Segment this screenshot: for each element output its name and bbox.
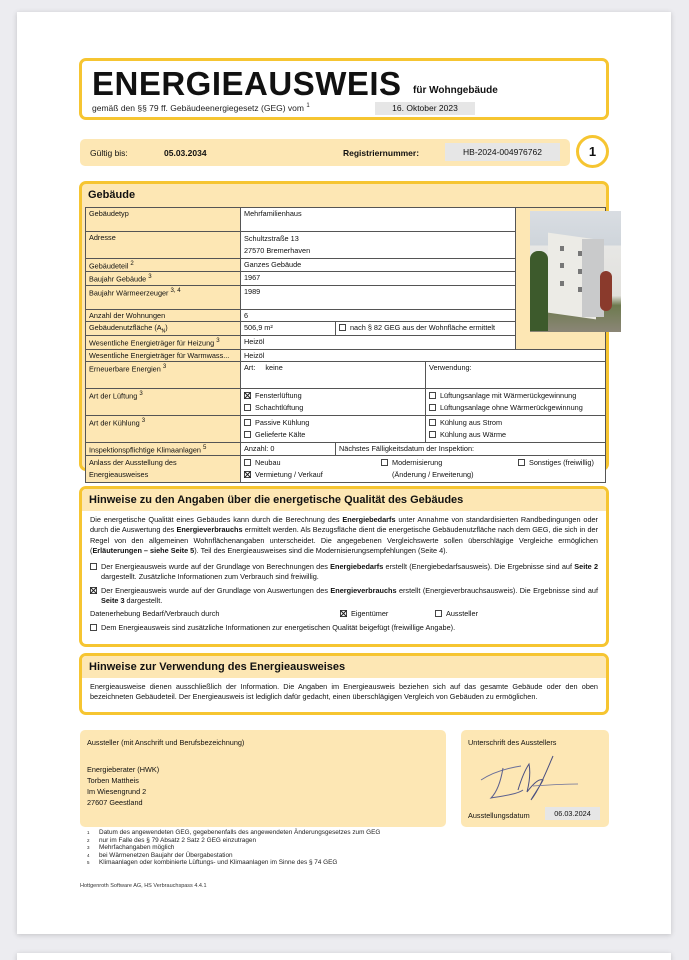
checkbox-living-area[interactable]: [339, 324, 346, 331]
quality-notes-body: [82, 511, 606, 633]
label-text: Baujahr Wärmeerzeuger: [89, 288, 169, 298]
software-credit: Hottgenroth Software AG, HS Verbrauchspass 4.4.1: [80, 883, 207, 889]
document-subtitle: für Wohngebäude: [413, 85, 498, 96]
issue-date-label: Ausstellungsdatum: [468, 811, 530, 820]
footnote-text: bei Wärmenetzen Baujahr der Übergabestation: [99, 851, 233, 859]
footnote: [87, 829, 380, 837]
checkbox[interactable]: [518, 459, 525, 466]
footnote-text: nur im Falle des § 79 Absatz 2 Satz 2 GEG einzutragen: [99, 836, 257, 844]
text: erstellt (Energieverbrauchsausweis). Die Ergebnisse sind auf: [396, 585, 598, 595]
value-water-carrier: Heizöl: [241, 349, 606, 361]
issue-date-value: 06.03.2024: [545, 807, 600, 820]
floor-area-option[interactable]: [336, 321, 516, 335]
document-title: ENERGIEAUSWEIS: [92, 65, 402, 102]
text: erstellt (Energiebedarfsausweis). Die Ergebnisse sind auf: [383, 562, 575, 572]
registration-number: HB-2024-004976762: [445, 143, 560, 161]
footnote-ref: 1: [306, 103, 310, 110]
label-text-end: ): [165, 322, 168, 332]
label-heating-carrier: [86, 336, 241, 349]
label-renewables: [86, 361, 241, 388]
option-new-build[interactable]: [244, 457, 281, 469]
option-window-ventilation[interactable]: [244, 390, 422, 402]
footnote-text: Datum des angewendeten GEG, gegebenenfalls des angewendeten Änderungsgesetzes zum GEG: [99, 829, 381, 836]
checkbox[interactable]: [244, 419, 251, 426]
option-label: Kühlung aus Strom: [439, 417, 503, 427]
label-line: Energieausweises: [89, 470, 149, 480]
option-label: Passive Kühlung: [255, 417, 310, 427]
photo-shrub: [600, 271, 612, 311]
checkbox[interactable]: [244, 404, 251, 411]
option-owner[interactable]: [340, 609, 435, 619]
document-page-1: [17, 12, 671, 934]
option-text: [101, 562, 598, 583]
law-text: gemäß den §§ 79 ff. Gebäudeenergiegesetz (GEG) vom: [92, 103, 304, 113]
validity-bar: [80, 139, 570, 166]
valid-until-value: 05.03.2034: [164, 148, 207, 158]
option-label: Modernisierung: [392, 458, 443, 468]
value-renewables-kind: [241, 361, 426, 388]
data-collection-row: [90, 609, 598, 619]
label-water-carrier: Wesentliche Energieträger für Warmwass...: [86, 349, 241, 361]
table-row: [86, 388, 606, 415]
document-page-2: [17, 953, 671, 960]
law-reference: [92, 103, 310, 113]
photo-tree: [530, 251, 548, 331]
text: ermittelt werden. Als Bezugsfläche dient die energetische Gebäudenutzfläche nach dem GEG, die sich in der Regel von den allgemeinen Wohnflächenangaben unterscheidet. Die angegebenen Vergleichswerte sollen überschlägige Vergleiche ermöglichen (: [90, 525, 599, 555]
checkbox[interactable]: [429, 404, 436, 411]
option-other[interactable]: [518, 457, 594, 469]
table-row: [86, 349, 606, 361]
label-text: Baujahr Gebäude: [89, 274, 147, 284]
checkbox-checked[interactable]: [244, 392, 251, 399]
option-rental-sale[interactable]: [244, 469, 323, 481]
modernisation-subtext: [392, 469, 474, 481]
bold-text: Energiebedarfs: [342, 515, 396, 524]
photo-window: [578, 251, 582, 256]
ventilation-options-right: [425, 388, 605, 415]
bold-text: Seite 2: [574, 562, 599, 572]
footnote-ref: 3: [216, 337, 220, 345]
option-demand-certificate[interactable]: [90, 562, 598, 583]
footnote-ref: 3, 4: [170, 286, 181, 294]
bold-text: Energieverbrauchs: [330, 585, 397, 595]
option-label: Neubau: [255, 458, 281, 468]
value-building-part: Ganzes Gebäude: [241, 259, 516, 272]
option-additional-info[interactable]: [90, 623, 598, 633]
signature-image: [473, 750, 583, 805]
label-ac-inspection: [86, 442, 241, 455]
option-label: Eigentümer: [351, 609, 389, 619]
kind-label: Art:: [244, 362, 256, 372]
issuer-box: [80, 730, 446, 827]
usage-notes-section: [79, 653, 609, 715]
issuer-line: Im Wiesengrund 2: [87, 787, 147, 796]
option-modernisation[interactable]: [381, 457, 442, 469]
text: Der Energieausweis wurde auf der Grundlage von Berechnungen des: [101, 562, 331, 572]
issuer-address: [87, 764, 159, 808]
checkbox-checked[interactable]: [340, 610, 347, 617]
photo-window: [560, 263, 564, 268]
table-row: [86, 208, 606, 232]
building-table: [85, 207, 606, 483]
table-row: [86, 456, 606, 483]
text: Die energetische Qualität eines Gebäudes kann durch die Berechnung des: [90, 515, 343, 524]
bold-text: Energieverbrauchs: [176, 525, 243, 535]
page-number-badge: 1: [576, 135, 609, 168]
checkbox[interactable]: [90, 563, 97, 570]
building-section: [79, 181, 609, 480]
option-cooling-electric[interactable]: [429, 417, 602, 429]
issuer-line: Torben Mattheis: [87, 776, 139, 785]
footnote-ref: 3: [148, 273, 152, 281]
title-box: [79, 58, 609, 120]
value-heating-carrier: Heizöl: [241, 336, 516, 349]
label-text: Inspektionspflichtige Klimaanlagen: [89, 445, 201, 455]
text: dargestellt.: [124, 596, 163, 606]
footnote-ref: 2: [130, 260, 134, 267]
section-title: Gebäude: [88, 189, 136, 201]
label-text: Erneuerbare Energien: [89, 364, 161, 374]
label-year-heater: [86, 285, 241, 309]
option-consumption-certificate[interactable]: [90, 586, 598, 607]
photo-window: [578, 287, 582, 292]
label-year-built: [86, 272, 241, 285]
option-label: Fensterlüftung: [255, 390, 302, 400]
footnote-text: Klimaanlagen oder kombinierte Lüftungs- und Klimaanlagen im Sinne des § 74 GEG: [99, 859, 338, 867]
footnotes: [87, 829, 380, 867]
label-building-type: Gebäudetyp: [86, 208, 241, 232]
footnote: [87, 844, 380, 852]
footnote: [87, 859, 380, 867]
photo-window: [560, 246, 564, 251]
footnote-number: 2: [87, 837, 90, 843]
option-label: Lüftungsanlage mit Wärmerückgewinnung: [439, 390, 577, 400]
signature-label: Unterschrift des Ausstellers: [468, 738, 557, 747]
label-ventilation: [86, 388, 241, 415]
option-label: nach § 82 GEG aus der Wohnfläche ermittelt: [350, 322, 496, 332]
footnote-ref: 3: [162, 362, 167, 370]
option-vent-without-recovery[interactable]: [429, 402, 602, 414]
footnote-number: 4: [87, 852, 90, 858]
table-row: [86, 442, 606, 455]
footnote-ref: 3: [141, 416, 146, 424]
checkbox[interactable]: [435, 610, 442, 617]
footnote: [87, 837, 380, 845]
reason-options: [241, 456, 606, 483]
label-text: Art der Kühlung: [89, 418, 140, 428]
value-units: 6: [241, 309, 516, 321]
photo-window: [578, 269, 582, 274]
value-building-type: Mehrfamilienhaus: [241, 208, 516, 232]
option-label: Kühlung aus Wärme: [439, 429, 507, 439]
checkbox[interactable]: [244, 431, 251, 438]
option-label: Aussteller: [446, 609, 479, 619]
cooling-options-left: [241, 415, 426, 442]
address-city: 27570 Bremerhaven: [244, 246, 311, 255]
kind-value: keine: [265, 362, 283, 372]
option-label: Vermietung / Verkauf: [255, 470, 323, 480]
checkbox-checked[interactable]: [90, 587, 97, 594]
table-row: [86, 415, 606, 442]
label-line: Anlass der Ausstellung des: [89, 458, 177, 468]
label-subscript: N: [161, 328, 166, 335]
table-row: [86, 361, 606, 388]
option-passive-cooling[interactable]: [244, 417, 422, 429]
option-label: Schachtlüftung: [255, 402, 304, 412]
value-renewables-use: Verwendung:: [425, 361, 605, 388]
footnote-number: 1: [87, 830, 90, 835]
option-delivered-cold[interactable]: [244, 429, 422, 441]
checkbox-checked[interactable]: [244, 471, 251, 478]
address-street: Schultzstraße 13: [244, 234, 299, 243]
ventilation-options-left: [241, 388, 426, 415]
text: Der Energieausweis wurde auf der Grundlage von Auswertungen des: [101, 585, 331, 595]
checkbox[interactable]: [381, 459, 388, 466]
cooling-options-right: [425, 415, 605, 442]
footnote-ref: 5: [203, 443, 207, 451]
checkbox[interactable]: [429, 392, 436, 399]
footnote-text: Mehrfachangaben möglich: [99, 844, 175, 852]
label-reason: [86, 456, 241, 483]
option-label: Lüftungsanlage ohne Wärmerückgewinnung: [439, 402, 583, 412]
text: ). Teil des Energieausweises sind die Modernisierungsempfehlungen (Seite 4).: [194, 545, 448, 555]
label-building-part: [86, 259, 241, 272]
checkbox[interactable]: [429, 419, 436, 426]
text: unter Annahme von standardisierten Randbedingungen oder durch die Auswertung des: [90, 515, 598, 535]
valid-until-label: Gültig bis:: [90, 148, 128, 158]
label-address: Adresse: [86, 232, 241, 259]
bold-text: Energiebedarfs: [330, 562, 384, 572]
option-text: [101, 586, 598, 607]
option-cooling-heat[interactable]: [429, 429, 602, 441]
value-year-heater: 1989: [241, 285, 516, 309]
value-floor-area: 506,9 m²: [241, 321, 336, 335]
section-title: Hinweise zu den Angaben über die energetische Qualität des Gebäudes: [82, 489, 606, 511]
option-vent-with-recovery[interactable]: [429, 390, 602, 402]
label-units: Anzahl der Wohnungen: [86, 309, 241, 321]
option-issuer[interactable]: [435, 609, 478, 619]
label-floor-area: [86, 321, 241, 335]
footnote-number: 3: [87, 845, 90, 851]
registration-label: Registriernummer:: [343, 148, 420, 158]
bold-text: Seite 3: [101, 596, 125, 606]
data-collection-label: Datenerhebung Bedarf/Verbrauch durch: [90, 609, 220, 619]
building-photo: [530, 211, 621, 332]
checkbox[interactable]: [90, 624, 97, 631]
label-text: Wesentliche Energieträger für Heizung: [89, 338, 215, 348]
option-label: (Änderung / Erweiterung): [392, 470, 474, 480]
value-ac-count: Anzahl: 0: [241, 442, 336, 455]
checkbox[interactable]: [429, 431, 436, 438]
option-text: Dem Energieausweis sind zusätzliche Informationen zur energetischen Qualität beigefügt (freiwillige Angabe).: [101, 622, 456, 632]
checkbox[interactable]: [244, 459, 251, 466]
value-year-built: 1967: [241, 272, 516, 285]
option-label: Gelieferte Kälte: [255, 429, 306, 439]
label-cooling: [86, 415, 241, 442]
bold-text: Erläuterungen – siehe Seite 5: [92, 545, 195, 555]
value-address: [241, 232, 516, 259]
label-text: Gebäudeteil: [89, 261, 129, 271]
usage-notes-body: Energieausweise dienen ausschließlich der Information. Die Angaben im Energieausweis beziehen sich auf das gesamte Gebäude oder den oben bezeichneten Gebäudeteil. Der Energieausweis ist lediglich dafür gedacht, einen überschlägigen Vergleich von Gebäuden zu ermöglichen.: [90, 682, 598, 702]
footnote-number: 5: [87, 860, 90, 866]
quality-notes-section: [79, 486, 609, 647]
law-date-field: 16. Oktober 2023: [375, 102, 475, 115]
section-title: Hinweise zur Verwendung des Energieausweises: [82, 656, 606, 678]
value-ac-next-date: Nächstes Fälligkeitsdatum der Inspektion:: [336, 442, 606, 455]
building-photo-cell: [516, 208, 606, 350]
label-text: Gebäudenutzfläche (A: [89, 322, 162, 332]
footnote: [87, 852, 380, 860]
signature-box: [461, 730, 609, 827]
option-label: Sonstiges (freiwillig): [529, 458, 594, 468]
intro-paragraph: [90, 515, 598, 556]
photo-window: [560, 281, 564, 286]
option-shaft-ventilation[interactable]: [244, 402, 422, 414]
text: dargestellt. Zusätzliche Informationen zum Verbrauch sind freiwillig.: [101, 572, 319, 582]
issuer-label: Aussteller (mit Anschrift und Berufsbezeichnung): [87, 738, 245, 747]
label-text: Art der Lüftung: [89, 391, 138, 401]
issuer-line: 27607 Geestland: [87, 798, 143, 807]
footnote-ref: 3: [139, 389, 143, 397]
issuer-line: Energieberater (HWK): [87, 765, 160, 774]
